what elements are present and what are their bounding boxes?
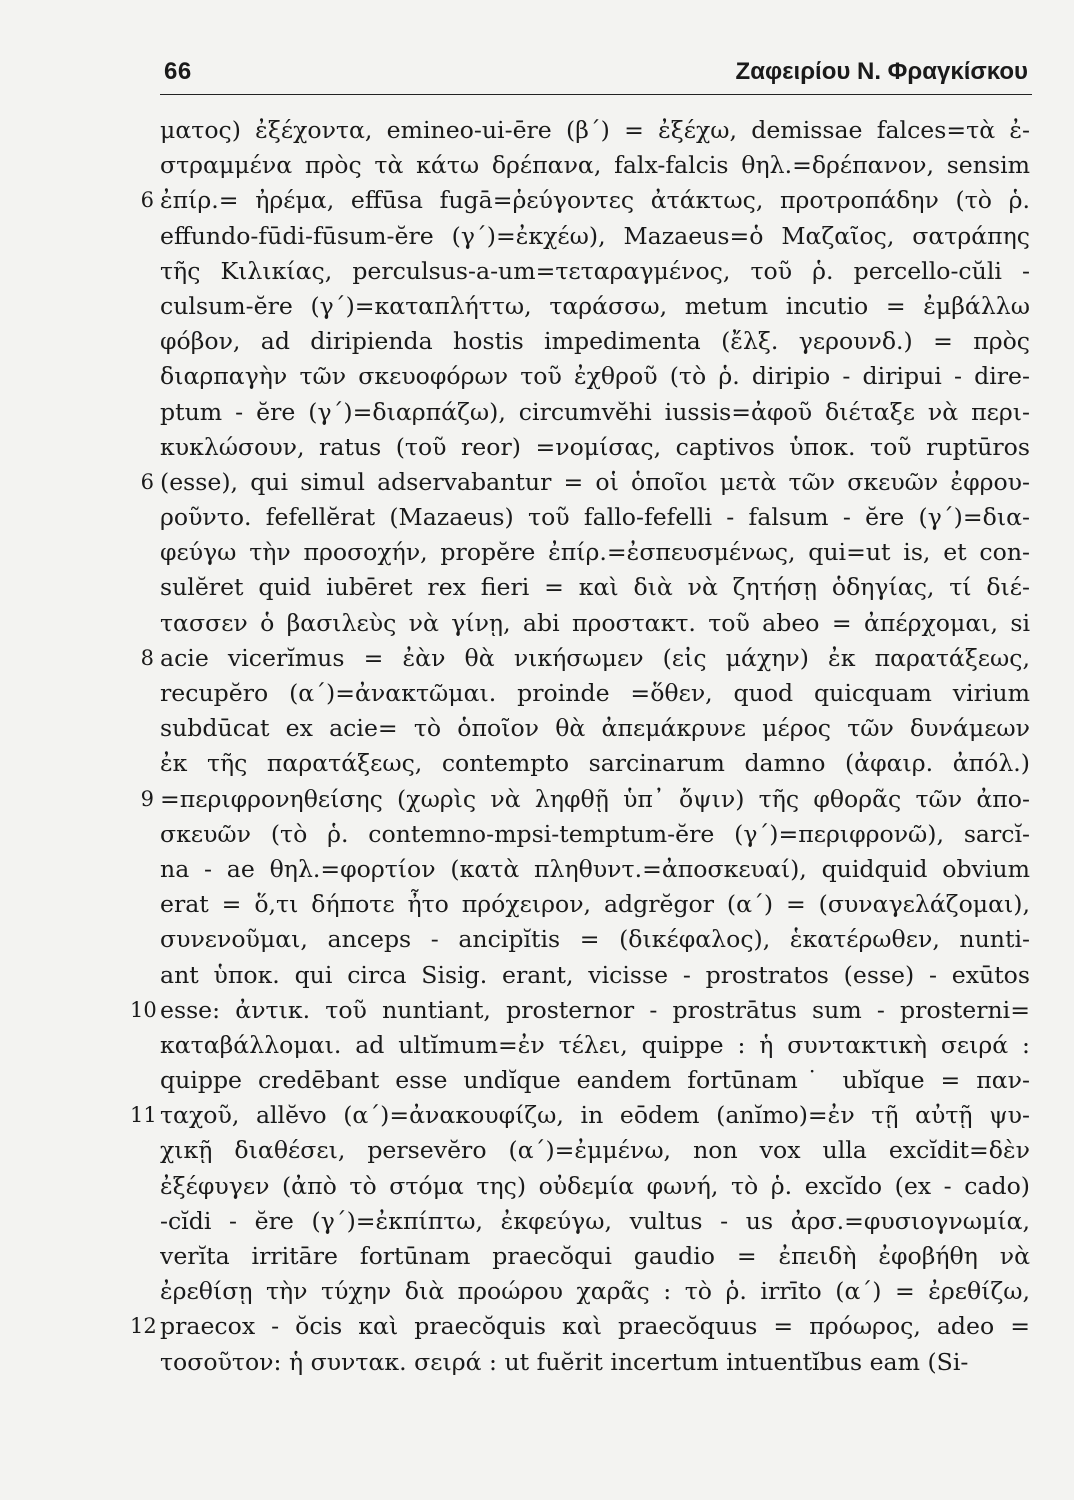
- line-text: τοσοῦτον: ἡ συντακ. σειρά : ut fuĕrit incertum intuentĭbus eam (Si-: [160, 1347, 969, 1376]
- text-line: [130, 1133, 1030, 1168]
- text-line: [130, 782, 1030, 817]
- section-number: 11: [130, 1103, 157, 1128]
- text-line: [130, 148, 1030, 183]
- line-text: na - ae θηλ.=φορτίον (κατὰ πληθυντ.=ἀποσκευαί), quidquid obvium: [160, 854, 1030, 883]
- line-text: erat = ὅ,τι δήποτε ἦτο πρόχειρον, adgrĕgor (α΄) = (συναγελάζομαι),: [160, 890, 1030, 919]
- text-line: [130, 254, 1030, 289]
- section-number: 6: [140, 469, 154, 494]
- text-line: [130, 359, 1030, 394]
- text-line: [130, 1274, 1030, 1309]
- section-number: 8: [140, 645, 154, 670]
- section-number: 9: [140, 786, 154, 811]
- text-line: [130, 1239, 1030, 1274]
- line-text: acie vicerĭmus = ἐὰν θὰ νικήσωμεν (εἰς μάχην) ἐκ παρατάξεως,: [160, 643, 1030, 672]
- text-line: [130, 1063, 1030, 1098]
- line-text: καταβάλλομαι. ad ultĭmum=ἐν τέλει, quippe : ἡ συντακτικὴ σειρά :: [160, 1030, 1030, 1059]
- line-text: culsum-ĕre (γ΄)=καταπλήττω, ταράσσω, metum incutio = ἐμβάλλω: [160, 291, 1030, 320]
- line-text: verĭta irritāre fortūnam praecŏqui gaudio = ἐπειδὴ ἐφοβήθη νὰ: [160, 1242, 1030, 1270]
- text-line: [130, 817, 1030, 852]
- line-text: subdūcat ex acie= τὸ ὁποῖον θὰ ἀπεμάκρυνε μέρος τῶν δυνάμεων: [160, 714, 1030, 743]
- line-text: τῆς Κιλικίας, perculsus-a-um=τεταραγμένος, τοῦ ῥ. percello-cŭli -: [160, 256, 1030, 285]
- line-text: -cĭdi - ĕre (γ΄)=ἐκπίπτω, ἐκφεύγω, vultus - us ἀρσ.=φυσιογνωμία,: [160, 1206, 1030, 1235]
- text-line: [130, 1169, 1030, 1204]
- line-text: ἐπίρ.= ἠρέμα, effūsa fugā=ῥεύγοντες ἀτάκτως, προτροπάδην (τὸ ῥ.: [160, 186, 1030, 215]
- text-line: [130, 641, 1030, 676]
- line-text: ἐρεθίσῃ τὴν τύχην διὰ προώρου χαρᾶς : τὸ ῥ. irrīto (α΄) = ἐρεθίζω,: [160, 1277, 1030, 1306]
- line-text: ἐξέφυγεν (ἀπὸ τὸ στόμα της) οὐδεμία φωνή, τὸ ῥ. excĭdo (ex - cado): [160, 1171, 1030, 1200]
- line-text: στραμμένα πρὸς τὰ κάτω δρέπανα, falx-falcis θηλ.=δρέπανον, sensim: [160, 151, 1030, 180]
- line-text: effundo-fūdi-fūsum-ĕre (γ΄)=ἐκχέω), Mazaeus=ὁ Μαζαῖος, σατράπης: [160, 221, 1030, 250]
- text-line: [130, 324, 1030, 359]
- line-text: χικῇ διαθέσει, persevĕro (α΄)=ἐμμένω, non vox ulla excĭdit=δὲν: [160, 1136, 1030, 1165]
- line-text: quippe credēbant esse undĭque eandem fortūnam˙ ubĭque = παν-: [160, 1066, 1030, 1095]
- text-line: [130, 289, 1030, 324]
- line-text: praecox - ŏcis καὶ praecŏquis καὶ praecŏquus = πρόωρος, adeo =: [160, 1312, 1030, 1341]
- text-line: [130, 430, 1030, 465]
- text-line: [130, 606, 1030, 641]
- running-head: Ζαφειρίου Ν. Φραγκίσκου: [735, 58, 1028, 85]
- line-text: ταχοῦ, allĕvo (α΄)=ἀνακουφίζω, in eōdem (anĭmo)=ἐν τῇ αὐτῇ ψυ-: [160, 1101, 1030, 1130]
- line-text: συνενοῦμαι, anceps - ancipĭtis = (δικέφαλος), ἑκατέρωθεν, nunti-: [160, 925, 1030, 954]
- text-line: [130, 535, 1030, 570]
- line-text: σκευῶν (τὸ ῥ. contemno-mpsi-temptum-ĕre (γ΄)=περιφρονῶ), sarcĭ-: [160, 819, 1030, 848]
- line-text: ἐκ τῆς παρατάξεως, contempto sarcinarum damno (ἀφαιρ. ἀπόλ.): [160, 749, 1030, 778]
- text-line: [130, 676, 1030, 711]
- text-line: [130, 1309, 1030, 1344]
- text-line: [130, 1204, 1030, 1239]
- text-line: [130, 1345, 1030, 1380]
- line-text: sulĕret quid iubēret rex fieri = καὶ διὰ νὰ ζητήσῃ ὁδηγίας, τί διέ-: [160, 573, 1030, 602]
- line-text: ptum - ĕre (γ΄)=διαρπάζω), circumvĕhi iussis=ἀφοῦ διέταξε νὰ περι-: [160, 397, 1030, 426]
- text-line: [130, 711, 1030, 746]
- text-line: [130, 113, 1030, 148]
- text-line: [130, 570, 1030, 605]
- line-text: ant ὑποκ. qui circa Sisig. erant, vicisse - prostratos (esse) - exūtos: [160, 960, 1030, 989]
- line-text: ροῦντο. fefellĕrat (Mazaeus) τοῦ fallo-fefelli - falsum - ĕre (γ΄)=δια-: [160, 503, 1030, 532]
- line-text: τασσεν ὁ βασιλεὺς νὰ γίνῃ, abi προστακτ. τοῦ abeo = ἀπέρχομαι, si: [160, 608, 1030, 637]
- line-text: recupĕro (α΄)=ἀνακτῶμαι. proinde =ὅθεν, quod quicquam virium: [160, 679, 1030, 707]
- text-line: [130, 887, 1030, 922]
- line-text: φεύγω τὴν προσοχήν, propĕre ἐπίρ.=ἐσπευσμένως, qui=ut is, et con-: [160, 538, 1030, 567]
- section-number: 6: [140, 188, 154, 213]
- line-text: διαρπαγὴν τῶν σκευοφόρων τοῦ ἐχθροῦ (τὸ ῥ. diripio - diripui - dire-: [160, 362, 1030, 391]
- line-text: (esse), qui simul adservabantur = οἱ ὁποῖοι μετὰ τῶν σκευῶν ἐφρου-: [160, 467, 1030, 496]
- text-line: [130, 500, 1030, 535]
- header-rule: [160, 94, 1032, 95]
- commentary-text: [130, 113, 1030, 1380]
- text-line: [130, 183, 1030, 218]
- page-header: [160, 52, 1030, 92]
- text-line: [130, 1028, 1030, 1063]
- text-line: [130, 219, 1030, 254]
- text-line: [130, 852, 1030, 887]
- line-text: φόβον, ad diripienda hostis impedimenta (ἔλξ. γερουνδ.) = πρὸς: [160, 327, 1030, 356]
- page-number: 66: [164, 58, 192, 85]
- text-line: [130, 922, 1030, 957]
- text-line: [130, 1098, 1030, 1133]
- text-line: [130, 993, 1030, 1028]
- line-text: ματος) ἐξέχοντα, emineo-ui-ēre (β΄) = ἐξέχω, demissae falces=τὰ ἐ-: [160, 116, 1030, 144]
- text-line: [130, 746, 1030, 781]
- section-number: 12: [130, 1314, 157, 1339]
- line-text: κυκλώσουν, ratus (τοῦ reor) =νομίσας, captivos ὑποκ. τοῦ ruptūros: [160, 432, 1030, 461]
- line-text: esse: ἀντικ. τοῦ nuntiant, prosternor - prostrātus sum - prosterni=: [160, 995, 1030, 1024]
- text-line: [130, 395, 1030, 430]
- line-text: =περιφρονηθείσης (χωρὶς νὰ ληφθῇ ὑπ᾽ ὄψιν) τῆς φθορᾶς τῶν ἀπο-: [160, 784, 1030, 813]
- text-line: [130, 465, 1030, 500]
- text-line: [130, 958, 1030, 993]
- section-number: 10: [130, 997, 157, 1022]
